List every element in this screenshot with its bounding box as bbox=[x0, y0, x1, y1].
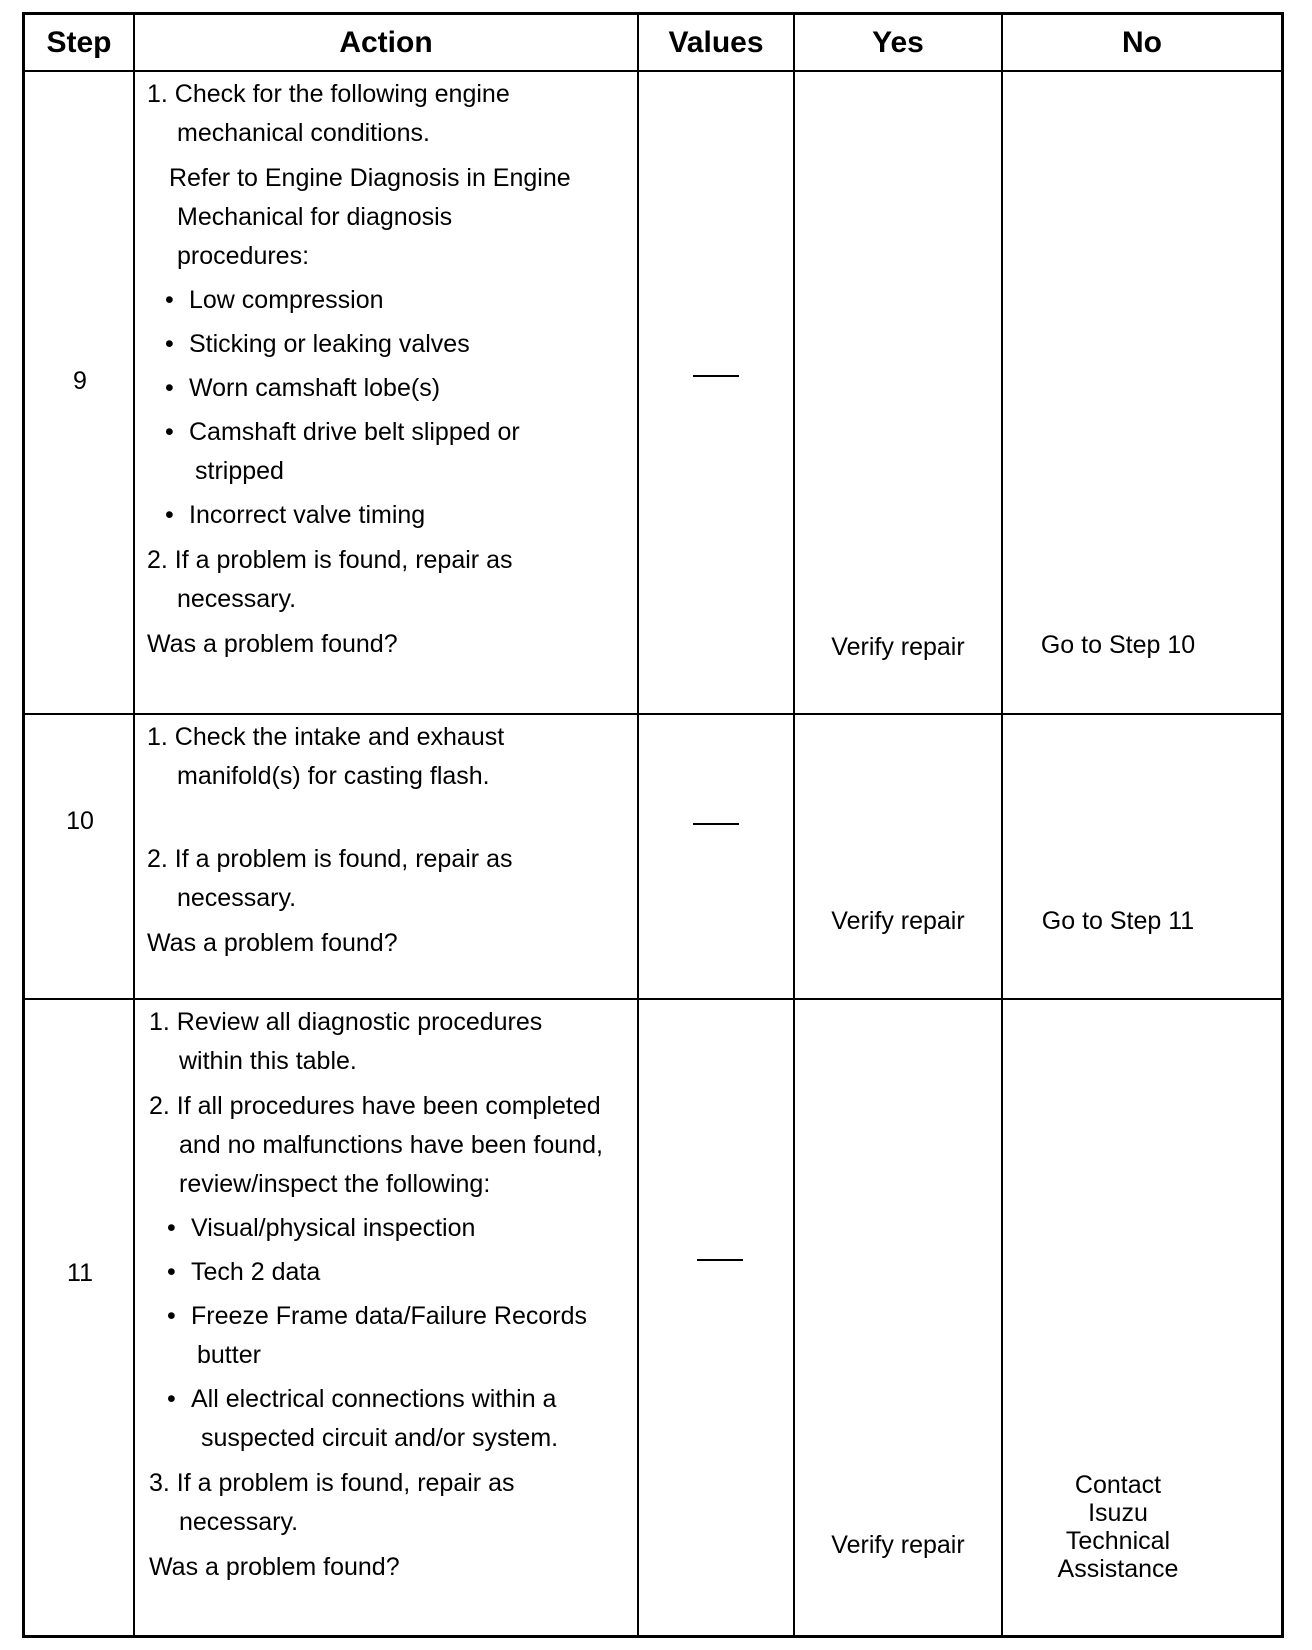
action-line: 3. If a problem is found, repair as bbox=[149, 1469, 515, 1497]
bullet-icon: • bbox=[167, 1258, 176, 1286]
bullet-icon: • bbox=[165, 418, 174, 446]
header-no: No bbox=[1122, 26, 1162, 59]
bullet-item: • Low compression bbox=[147, 281, 627, 320]
bullet-item: • All electrical connections within a bbox=[149, 1380, 633, 1419]
bullet-icon: • bbox=[165, 501, 174, 529]
bullet-icon: • bbox=[165, 330, 174, 358]
action-line: review/inspect the following: bbox=[179, 1170, 491, 1198]
bullet-continuation: butter bbox=[197, 1341, 261, 1369]
bullet-icon: • bbox=[167, 1302, 176, 1330]
action-line: 2. If a problem is found, repair as bbox=[147, 546, 513, 574]
action-line: within this table. bbox=[179, 1047, 357, 1075]
bullet-item: • Tech 2 data bbox=[149, 1253, 633, 1292]
bullet-item: • Worn camshaft lobe(s) bbox=[147, 369, 627, 408]
bullet-item: • Sticking or leaking valves bbox=[147, 325, 627, 364]
contact-line: Assistance bbox=[1057, 1555, 1179, 1583]
bullet-item: • Incorrect valve timing bbox=[147, 496, 627, 535]
bullet-icon: • bbox=[165, 286, 174, 314]
bullet-item: • Visual/physical inspection bbox=[149, 1209, 633, 1248]
no-result: Go to Step 11 bbox=[1041, 907, 1195, 935]
yes-result: Verify repair bbox=[831, 633, 965, 661]
action-line: 2. If all procedures have been completed bbox=[149, 1092, 601, 1120]
row-divider bbox=[25, 998, 1281, 1000]
bullet-item: • Camshaft drive belt slipped or bbox=[147, 413, 627, 452]
action-line: procedures: bbox=[177, 242, 310, 270]
bullet-icon: • bbox=[165, 374, 174, 402]
step-number: 10 bbox=[66, 807, 94, 835]
action-line: necessary. bbox=[177, 585, 297, 613]
action-line: mechanical conditions. bbox=[177, 119, 430, 147]
bullet-continuation: suspected circuit and/or system. bbox=[201, 1424, 559, 1452]
bullet-continuation: stripped bbox=[195, 457, 284, 485]
contact-line: Isuzu bbox=[1088, 1499, 1148, 1527]
action-cell bbox=[149, 1003, 633, 1587]
action-line: Refer to Engine Diagnosis in Engine bbox=[169, 164, 571, 192]
no-result: Go to Step 10 bbox=[1040, 631, 1196, 659]
action-line: 2. If a problem is found, repair as bbox=[147, 845, 513, 873]
step-number: 9 bbox=[73, 367, 87, 395]
question-line: Was a problem found? bbox=[149, 1553, 400, 1581]
contact-line: Technical bbox=[1065, 1527, 1171, 1555]
column-divider bbox=[637, 15, 639, 1635]
no-result-contact bbox=[1003, 1471, 1233, 1583]
action-line: 1. Review all diagnostic procedures bbox=[149, 1008, 543, 1036]
bullet-item: • Freeze Frame data/Failure Records bbox=[149, 1297, 633, 1336]
yes-result: Verify repair bbox=[831, 907, 965, 935]
yes-result: Verify repair bbox=[831, 1531, 965, 1559]
row-divider bbox=[25, 713, 1281, 715]
values-dash bbox=[693, 375, 739, 377]
header-yes: Yes bbox=[872, 26, 924, 59]
bullet-icon: • bbox=[167, 1385, 176, 1413]
step-number: 11 bbox=[67, 1259, 93, 1287]
contact-line: Contact bbox=[1074, 1471, 1162, 1499]
action-line: manifold(s) for casting flash. bbox=[177, 762, 490, 790]
action-line: 1. Check the intake and exhaust bbox=[147, 723, 505, 751]
header-values: Values bbox=[668, 26, 764, 59]
action-line: Mechanical for diagnosis bbox=[177, 203, 453, 231]
bullet-icon: • bbox=[167, 1214, 176, 1242]
header-step: Step bbox=[46, 26, 112, 59]
values-dash bbox=[693, 823, 739, 825]
column-divider bbox=[1001, 15, 1003, 1635]
values-dash bbox=[697, 1259, 743, 1261]
header-action: Action bbox=[339, 26, 433, 59]
action-line: and no malfunctions have been found, bbox=[179, 1131, 603, 1159]
action-cell bbox=[147, 718, 627, 963]
question-line: Was a problem found? bbox=[147, 929, 398, 957]
question-line: Was a problem found? bbox=[147, 630, 398, 658]
action-line: necessary. bbox=[177, 884, 297, 912]
action-cell bbox=[147, 75, 627, 664]
action-line: 1. Check for the following engine bbox=[147, 80, 510, 108]
diagnostic-table bbox=[22, 12, 1284, 1638]
column-divider bbox=[793, 15, 795, 1635]
action-line: necessary. bbox=[179, 1508, 299, 1536]
